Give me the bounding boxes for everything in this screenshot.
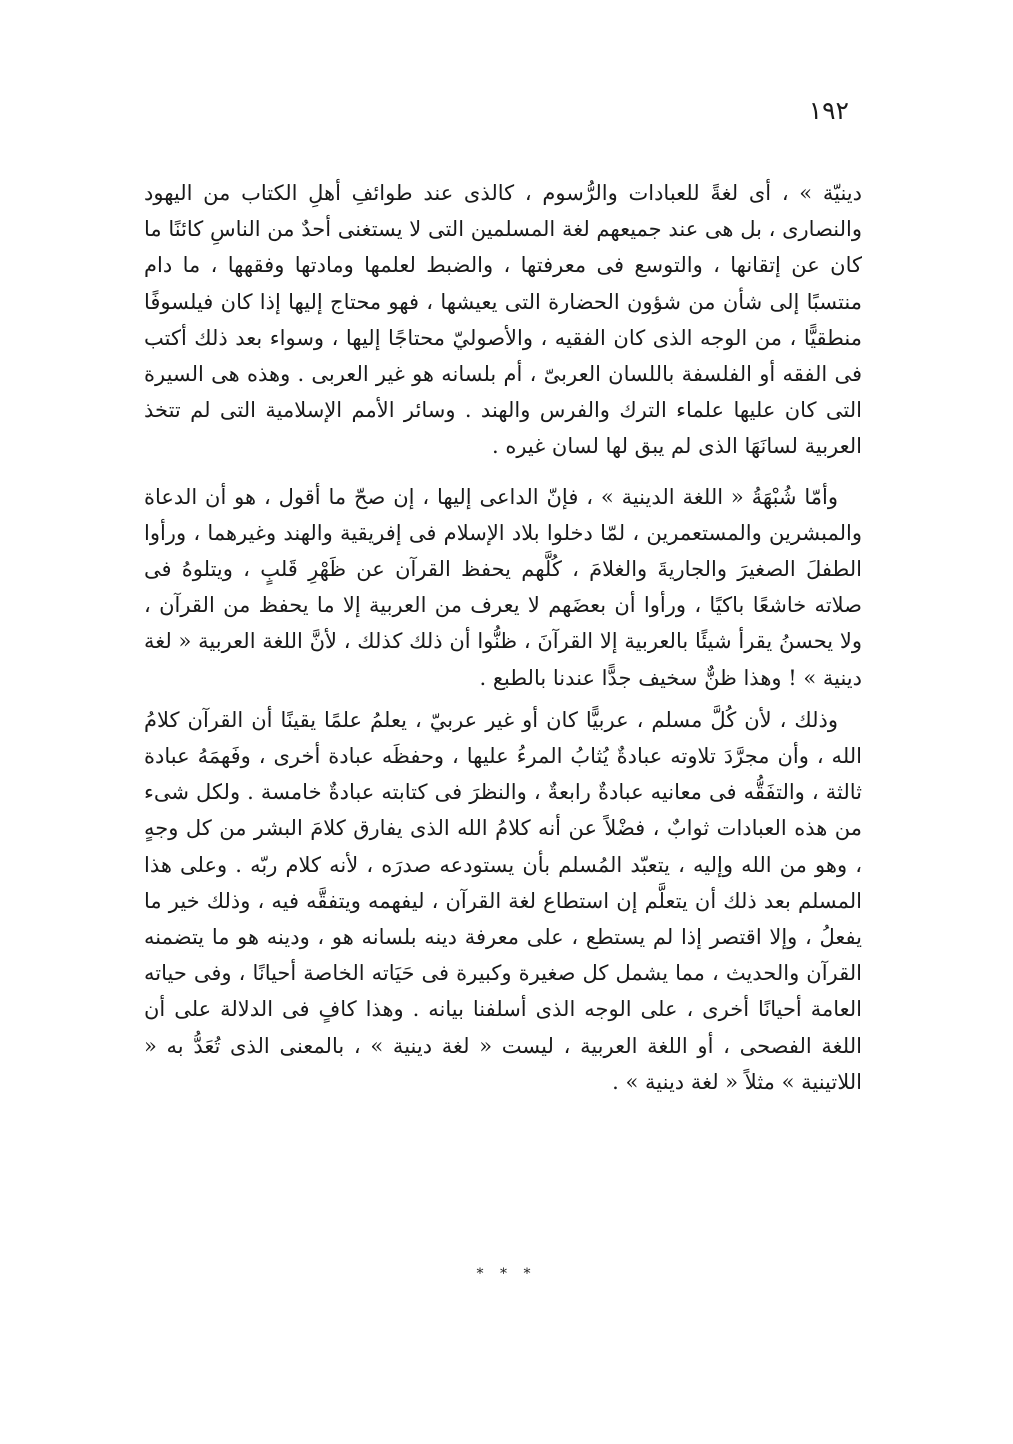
paragraph-gap xyxy=(144,465,862,479)
body-text xyxy=(144,175,862,1100)
paragraph-religious-language: وأمّا شُبْهَةُ « اللغة الدينية » ، فإنّ الداعى إليها ، إن صحّ ما أقول ، هو أن الدعاة والمبشرين والمستعمرين ، لمّا دخلوا بلاد الإسلام فى إفريقية والهند وغيرهما ، ورأوا الطفلَ الصغيرَ والجاريةَ والغلامَ ، كُلَّهم يحفظ القرآن عن ظَهْرِ قَلبٍ ، ويتلوهُ فى صلاته خاشعًا باكيًا ، ورأوا أن بعضَهم لا يعرف من العربية إلا ما يحفظ من القرآن ، ولا يحسنُ يقرأ شيئًا بالعربية إلا القرآنَ ، ظنُّوا أن ذلك كذلك ، لأنَّ اللغة العربية « لغة دينية » ! وهذا ظنٌّ سخيف جدًّا عندنا بالطبع . xyxy=(144,484,862,690)
paragraph-explanation: وذلك ، لأن كُلَّ مسلم ، عربيًّا كان أو غير عربيّ ، يعلمُ علمًا يقينًا أن القرآن كلامُ الله ، وأن مجرَّدَ تلاوته عبادةٌ يُثابُ المرءُ عليها ، وحفظَه عبادة أخرى ، وفَهمَهُ عبادة ثالثة ، والتفَقُّه فى معانيه عبادةٌ رابعةٌ ، والنظرَ فى كتابته عبادةٌ خامسة . ولكل شىء من هذه العبادات ثوابٌ ، فضْلاً عن أنه كلامُ الله الذى يفارق كلامَ البشر من كل وجهٍ ، وهو من الله وإليه ، يتعبّد المُسلم بأن يستودعه صدرَه ، لأنه كلام ربّه . وعلى هذا المسلم بعد ذلك أن يتعلَّم إن استطاع لغة القرآن ، ليفهمه ويتفقَّه فيه ، وذلك خير ما يفعلُ ، وإلا اقتصر إذا لم يستطع ، على معرفة دينه بلسانه هو ، ودينه هو ما يتضمنه القرآن والحديث ، مما يشمل كل صغيرة وكبيرة فى حَيَاته الخاصة أحيانًا ، وفى حياته العامة أحيانًا أخرى ، على الوجه الذى أسلفنا بيانه . وهذا كافٍ فى الدلالة على أن اللغة الفصحى ، أو اللغة العربية ، ليست « لغة دينية » ، بالمعنى الذى تُعَدُّ به « اللاتينية » مثلاً « لغة دينية » . xyxy=(144,707,862,1094)
section-separator: * * * xyxy=(476,1266,537,1282)
paragraph-continuation: دينيّة » ، أى لغةً للعبادات والرُّسوم ، كالذى عند طوائفِ أهلِ الكتاب من اليهود والنصارى ، بل هى عند جميعهم لغة المسلمين التى لا يستغنى أحدٌ من الناسِ كائنًا ما كان عن إتقانها ، والتوسع فى معرفتها ، والضبط لعلمها ومادتها وفقهها ، ما دام منتسبًا إلى شأن من شؤون الحضارة التى يعيشها ، فهو محتاج إليها إذا كان فيلسوفًا منطقيًّا ، من الوجه الذى كان الفقيه ، والأصوليّ محتاجًا إليها ، وسواء بعد ذلك أكتب فى الفقه أو الفلسفة باللسان العربىّ ، أم بلسانه هو غير العربى . وهذه هى السيرة التى كان عليها علماء الترك والفرس والهند . وسائر الأمم الإسلامية التى لم تتخذ العربية لسانَهَا الذى لم يبق لها لسان غيره . xyxy=(144,181,862,459)
page-number: ١٩٢ xyxy=(808,96,849,125)
